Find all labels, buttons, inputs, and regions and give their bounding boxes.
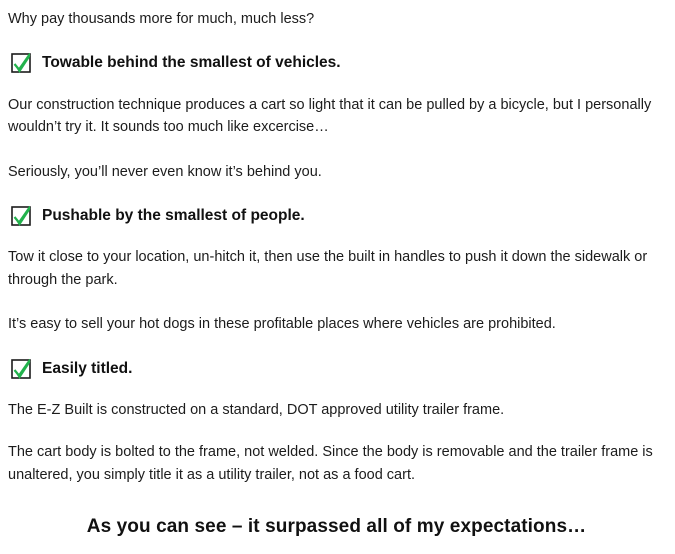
bullet-paragraph: Our construction technique produces a cart so light that it can be pulled by a bicycle, but I personally wouldn’t try it. It sounds too much like excercise…	[8, 96, 652, 136]
bullet-item	[8, 52, 665, 73]
bullet-heading: Easily titled.	[42, 359, 133, 377]
bullet-heading-period: .	[300, 207, 305, 225]
bullet-paragraph: Tow it close to your location, un-hitch it, then use the built in handles to push it down the sidewalk or through the park.	[8, 249, 648, 288]
intro-paragraph: Why pay thousands more for much, much less?	[8, 11, 315, 27]
bullet-item	[8, 205, 665, 226]
bullet-paragraph: Seriously, you’ll never even know it’s behind you.	[8, 163, 322, 180]
bullet-heading: Towable behind the smallest of vehicles.	[42, 54, 341, 72]
green-check-icon	[11, 359, 31, 379]
bullet-item	[8, 358, 665, 379]
green-check-icon	[11, 206, 31, 226]
closing-headline: As you can see – it surpassed all of my expectations…	[86, 516, 587, 538]
bullet-heading-wrapper	[42, 205, 305, 226]
bullet-paragraph: The cart body is bolted to the frame, not welded. Since the body is removable and the trailer frame is unaltered, you simply title it as a utility trailer, not as a food cart.	[8, 444, 653, 483]
bullet-paragraph: The E-Z Built is constructed on a standard, DOT approved utility trailer frame.	[8, 401, 505, 418]
bullet-paragraph: It’s easy to sell your hot dogs in these profitable places where vehicles are prohibited.	[8, 316, 556, 333]
bullet-heading: Pushable by the smallest of people	[42, 207, 301, 225]
green-check-icon	[11, 53, 31, 73]
